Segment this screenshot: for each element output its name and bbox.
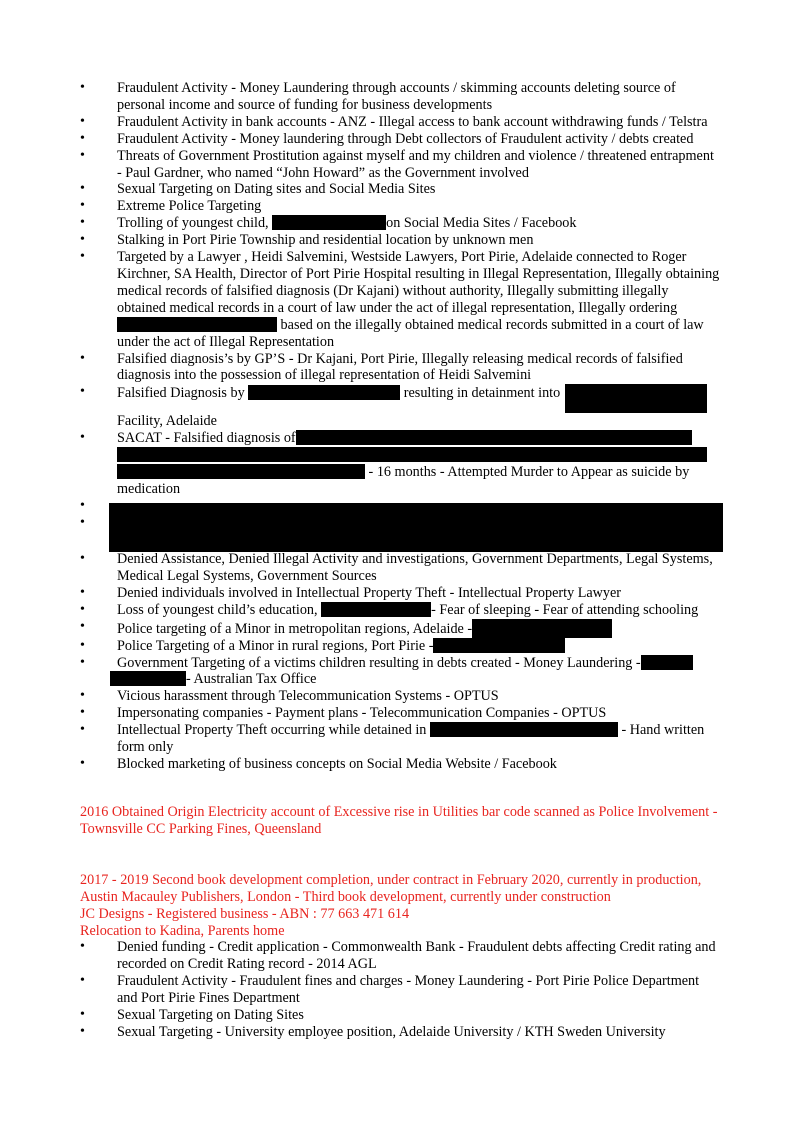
list-item: • Blocked marketing of business concepts on Social Media Website / Facebook: [80, 756, 720, 773]
list-item: [80, 215, 720, 232]
list-item: [80, 655, 720, 689]
redaction-bar: [117, 317, 277, 332]
list-item: • Denied funding - Credit application - Commonwealth Bank - Fraudulent debts affecting Credit rating and recorded on Credit Rating record - 2014 AGL: [80, 939, 720, 973]
red-paragraph-2017: [80, 872, 720, 940]
redaction-bar: [110, 671, 186, 686]
list-item: • Fraudulent Activity in bank accounts - ANZ - Illegal access to bank account withdrawing funds / Telstra: [80, 114, 720, 131]
list-item: [80, 722, 720, 756]
item-text: - Australian Tax Office: [186, 671, 317, 688]
list-item: • Fraudulent Activity - Fraudulent fines and charges - Money Laundering - Port Pirie Police Department and Port Pirie Fines Department: [80, 973, 720, 1007]
list-item: [80, 384, 720, 430]
item-text: SACAT - Falsified diagnosis of: [117, 430, 296, 447]
relocation-line: Relocation to Kadina, Parents home: [80, 922, 285, 939]
list-item: • Stalking in Port Pirie Township and residential location by unknown men: [80, 232, 720, 249]
bullet-list-1: [80, 80, 720, 532]
redaction-bar: [272, 215, 386, 230]
list-item: • Fraudulent Activity - Money laundering through Debt collectors of Fraudulent activity / debts created: [80, 131, 720, 148]
paragraph-text: 2016 Obtained Origin Electricity account of Excessive rise in Utilities bar code scanned as Police Involvement - Townsville CC Parking Fines, Queensland: [80, 804, 718, 837]
item-text: based on the illegally obtained medical records submitted in a court of law under the act of Illegal Representation: [117, 316, 704, 350]
item-text: Targeted by a Lawyer , Heidi Salvemini, Westside Lawyers, Port Pirie, Adelaide connected to Roger Kirchner, SA Health, Director of Port Pirie Hospital resulting in Illegal Representation, Illegally obtaining medical records of falsified diagnosis (Dr Kajani) without authority, Illegally submitting illegally obtained medical records in a court of law under the act of illegal representation, Illegally ordering: [117, 249, 720, 316]
item-text: Loss of youngest child’s education,: [117, 601, 318, 618]
bullet-list-2: [80, 551, 720, 773]
item-text: Police Targeting of a Minor in rural regions, Port Pirie -: [117, 637, 434, 654]
list-item: • Sexual Targeting on Dating Sites: [80, 1007, 720, 1024]
redaction-bar: [117, 447, 707, 462]
list-item: • Denied Assistance, Denied Illegal Activity and investigations, Government Departments, Legal Systems, Medical Legal Systems, Government Sources: [80, 551, 720, 585]
list-item: [80, 619, 720, 638]
list-item: • Vicious harassment through Telecommunication Systems - OPTUS: [80, 688, 720, 705]
item-text: Facility, Adelaide: [117, 413, 217, 430]
item-text: - Hand written form only: [117, 722, 705, 756]
list-item: • Impersonating companies - Payment plans - Telecommunication Companies - OPTUS: [80, 705, 720, 722]
redaction-block: [109, 503, 723, 552]
list-item: • Fraudulent Activity - Money Laundering through accounts / skimming accounts deleting source of personal income and source of funding for business developments: [80, 80, 720, 114]
item-text: Falsified Diagnosis by: [117, 385, 245, 402]
redaction-bar: [117, 464, 365, 479]
redaction-bar: [433, 638, 565, 653]
redaction-bar: [248, 385, 400, 400]
list-item: [80, 602, 720, 619]
redaction-bar: [472, 619, 612, 638]
list-item: [80, 430, 720, 498]
list-item: [80, 638, 720, 655]
redaction-bar: [430, 722, 618, 737]
list-item: • Threats of Government Prostitution against myself and my children and violence / threatened entrapment - Paul Gardner, who named “John Howard” as the Government involved: [80, 148, 720, 182]
list-item: • Sexual Targeting - University employee position, Adelaide University / KTH Sweden University: [80, 1024, 720, 1041]
redaction-bar: [321, 602, 431, 617]
abn-line: JC Designs - Registered business - ABN : 77 663 471 614: [80, 905, 410, 922]
redaction-bar: [565, 384, 707, 413]
bullet-list-3: [80, 939, 720, 1040]
paragraph-text: 2017 - 2019 Second book development completion, under contract in February 2020, currently in production, Austin Macauley Publishers, London - Third book development, currently under construction: [80, 872, 702, 905]
item-text: on Social Media Sites / Facebook: [386, 215, 577, 232]
list-item: • Sexual Targeting on Dating sites and Social Media Sites: [80, 181, 720, 198]
list-item: • Denied individuals involved in Intellectual Property Theft - Intellectual Property Lawyer: [80, 585, 720, 602]
item-text: resulting in detainment into: [403, 385, 561, 402]
item-text: Government Targeting of a victims children resulting in debts created - Money Laundering -: [117, 654, 641, 671]
item-text: - 16 months - Attempted Murder to Appear as suicide by medication: [117, 464, 690, 497]
redaction-bar: [641, 655, 693, 670]
list-item: [80, 249, 720, 350]
redaction-bar: [296, 430, 692, 445]
list-item: • Falsified diagnosis’s by GP’S - Dr Kajani, Port Pirie, Illegally releasing medical records of falsified diagnosis into the possession of illegal representation of Heidi Salvemini: [80, 351, 720, 385]
list-item: • Extreme Police Targeting: [80, 198, 720, 215]
item-text: Police targeting of a Minor in metropolitan regions, Adelaide -: [117, 620, 473, 637]
red-paragraph-2016: [80, 804, 720, 838]
item-text: Trolling of youngest child,: [117, 215, 269, 232]
item-text: Intellectual Property Theft occurring while detained in: [117, 722, 427, 739]
item-text: - Fear of sleeping - Fear of attending schooling: [431, 601, 699, 618]
